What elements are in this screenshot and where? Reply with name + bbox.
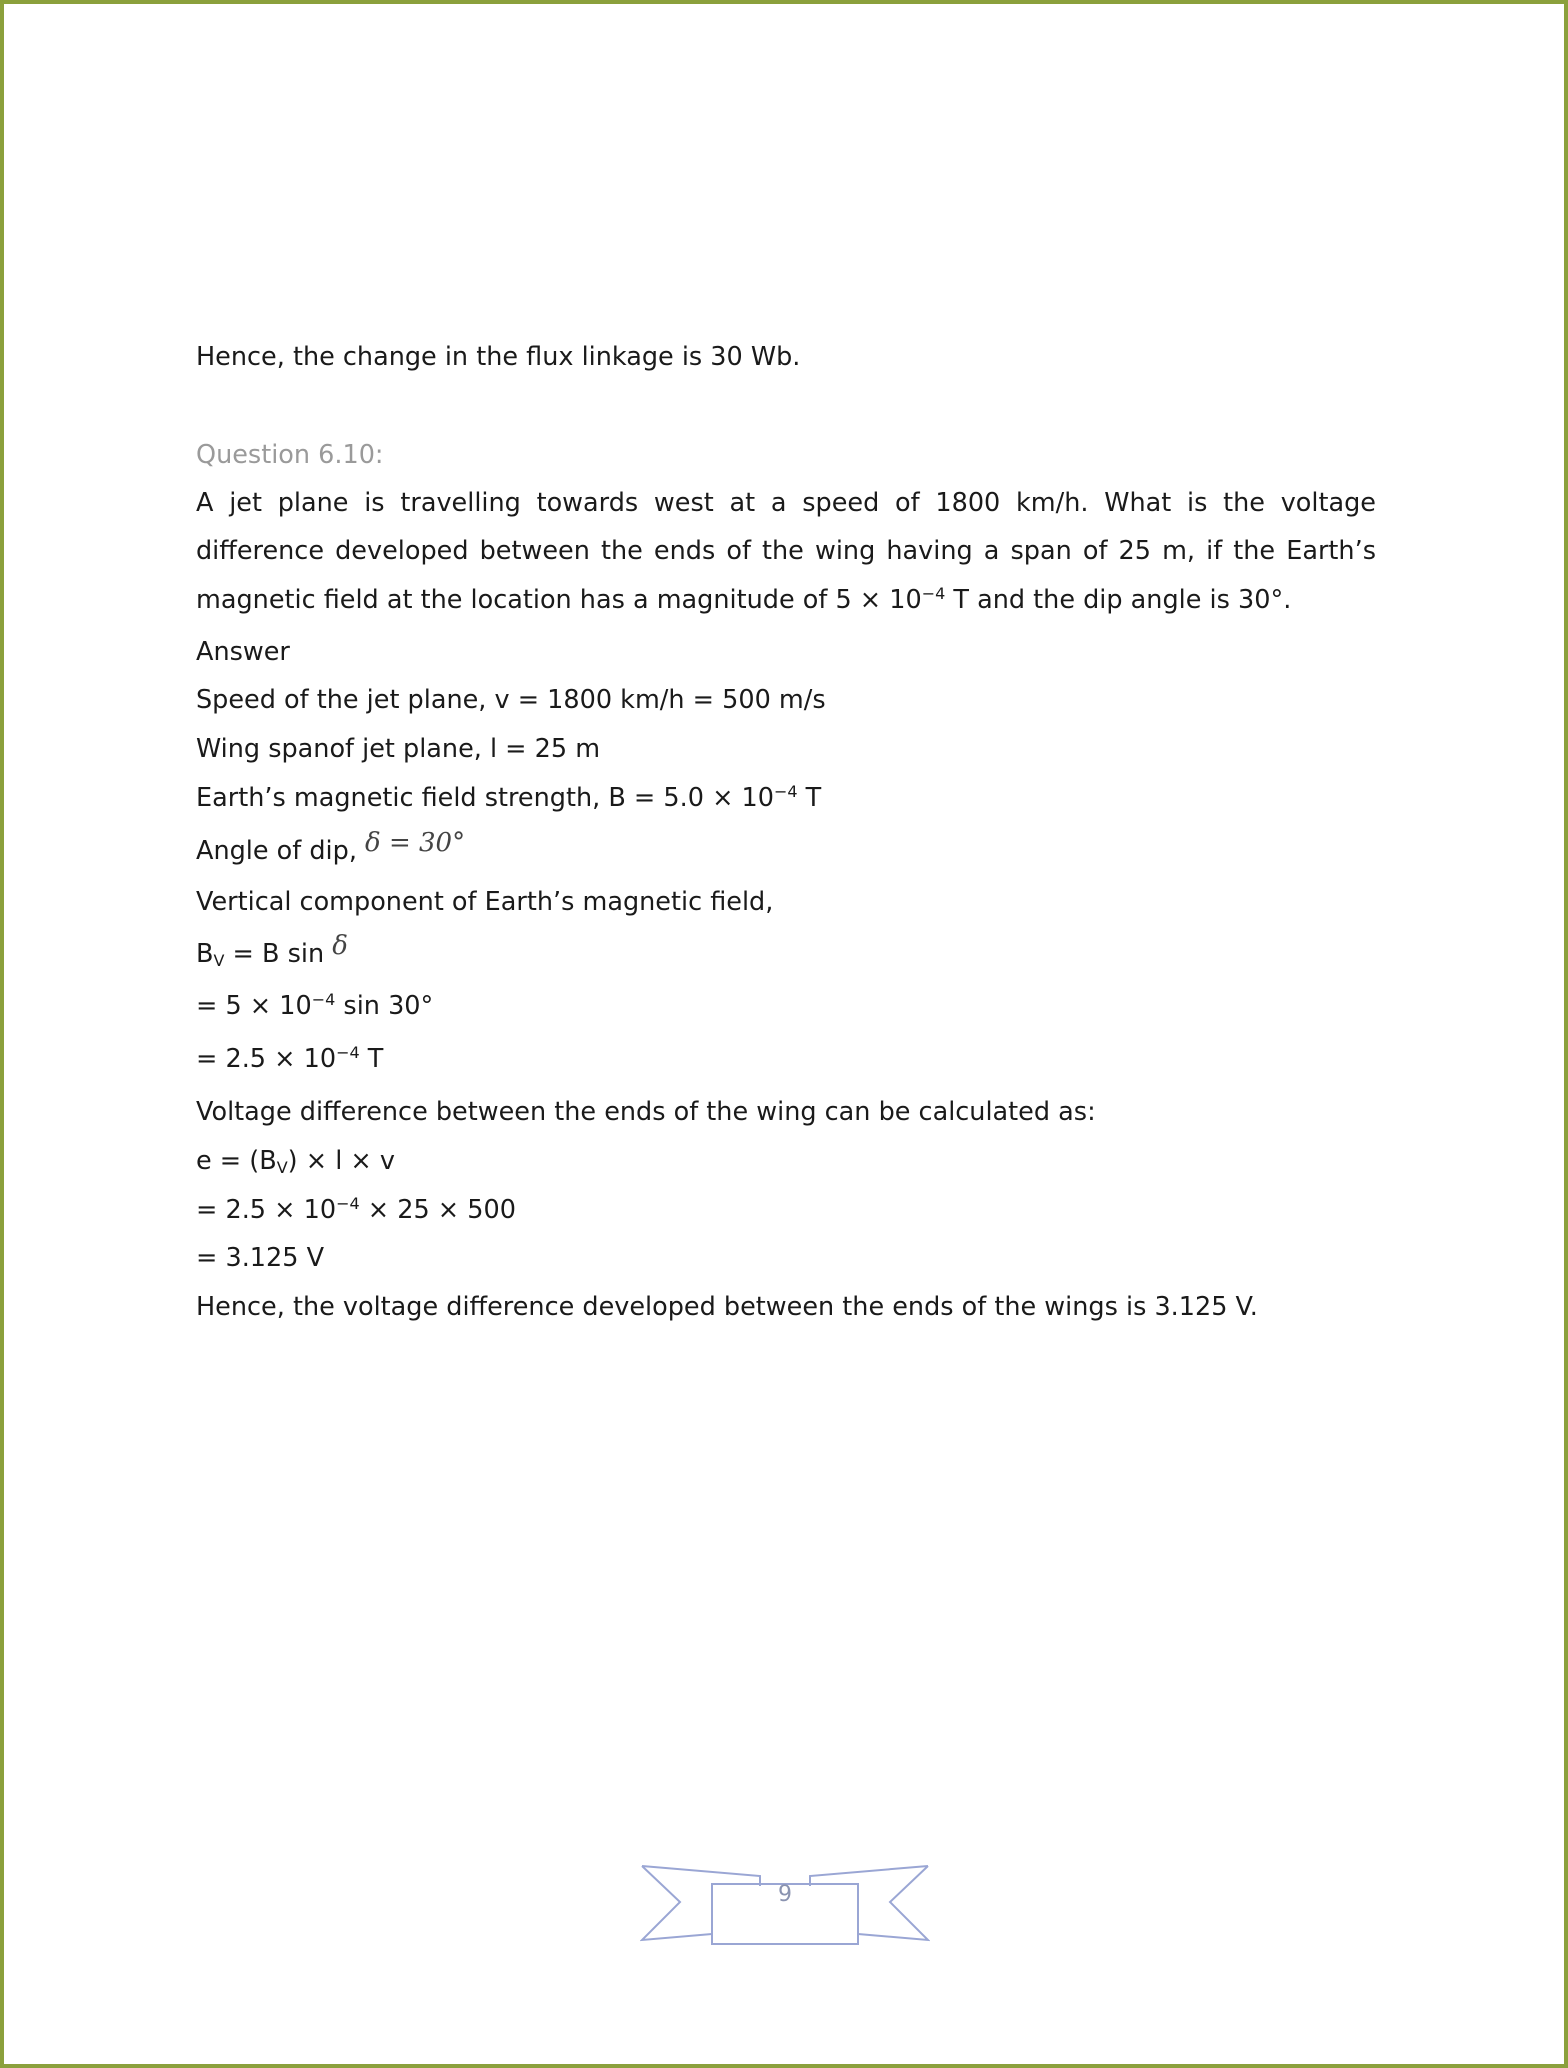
step-line xyxy=(196,1043,383,1075)
text: Earth’s magnetic field strength, B = 5.0 × 10 xyxy=(196,783,774,813)
dip-equation: δ = 30° xyxy=(365,828,466,858)
question-line: difference developed between the ends of the wing having a span of 25 m, if the Earth’s xyxy=(196,536,1376,566)
voltage-intro: Voltage difference between the ends of the wing can be calculated as: xyxy=(196,1097,1096,1127)
exponent: −4 xyxy=(336,1043,360,1062)
step-line xyxy=(196,1194,516,1226)
text: e = (B xyxy=(196,1146,277,1176)
bv-line xyxy=(196,931,348,970)
question-label: Question 6.10: xyxy=(196,440,384,470)
text: T xyxy=(359,1044,384,1074)
text: × 25 × 500 xyxy=(359,1195,516,1225)
text: = B sin xyxy=(224,939,333,969)
delta-symbol: δ xyxy=(332,931,348,961)
text: T xyxy=(797,783,822,813)
subscript: V xyxy=(213,951,225,970)
text: = 2.5 × 10 xyxy=(196,1195,337,1225)
text: T and the dip angle is 30°. xyxy=(945,585,1292,615)
page-number: 9 xyxy=(778,1882,792,1907)
exponent: −4 xyxy=(921,584,946,603)
text: Angle of dip, xyxy=(196,836,366,866)
text: = 5 × 10 xyxy=(196,991,312,1021)
answer-label: Answer xyxy=(196,637,290,667)
text: ) × l × v xyxy=(287,1146,395,1176)
vertical-label: Vertical component of Earth’s magnetic field, xyxy=(196,887,774,917)
text: B xyxy=(196,939,214,969)
subscript: V xyxy=(276,1158,288,1177)
exponent: −4 xyxy=(773,782,798,801)
text: sin 30° xyxy=(335,991,434,1021)
question-line: A jet plane is travelling towards west at a speed of 1800 km/h. What is the voltage xyxy=(196,488,1376,518)
text: magnetic field at the location has a magnitude of 5 × 10 xyxy=(196,585,922,615)
emf-formula xyxy=(196,1145,395,1177)
step-line: = 3.125 V xyxy=(196,1243,325,1273)
exponent: −4 xyxy=(336,1194,360,1213)
field-line xyxy=(196,782,821,814)
speed-line: Speed of the jet plane, v = 1800 km/h = 500 m/s xyxy=(196,685,826,715)
text: = 2.5 × 10 xyxy=(196,1044,337,1074)
previous-conclusion: Hence, the change in the flux linkage is 30 Wb. xyxy=(196,342,801,372)
span-line: Wing spanof jet plane, l = 25 m xyxy=(196,734,601,764)
question-line xyxy=(196,584,1291,616)
step-line xyxy=(196,990,433,1022)
conclusion: Hence, the voltage difference developed between the ends of the wings is 3.125 V. xyxy=(196,1292,1258,1322)
exponent: −4 xyxy=(311,990,336,1009)
dip-line xyxy=(196,828,466,867)
